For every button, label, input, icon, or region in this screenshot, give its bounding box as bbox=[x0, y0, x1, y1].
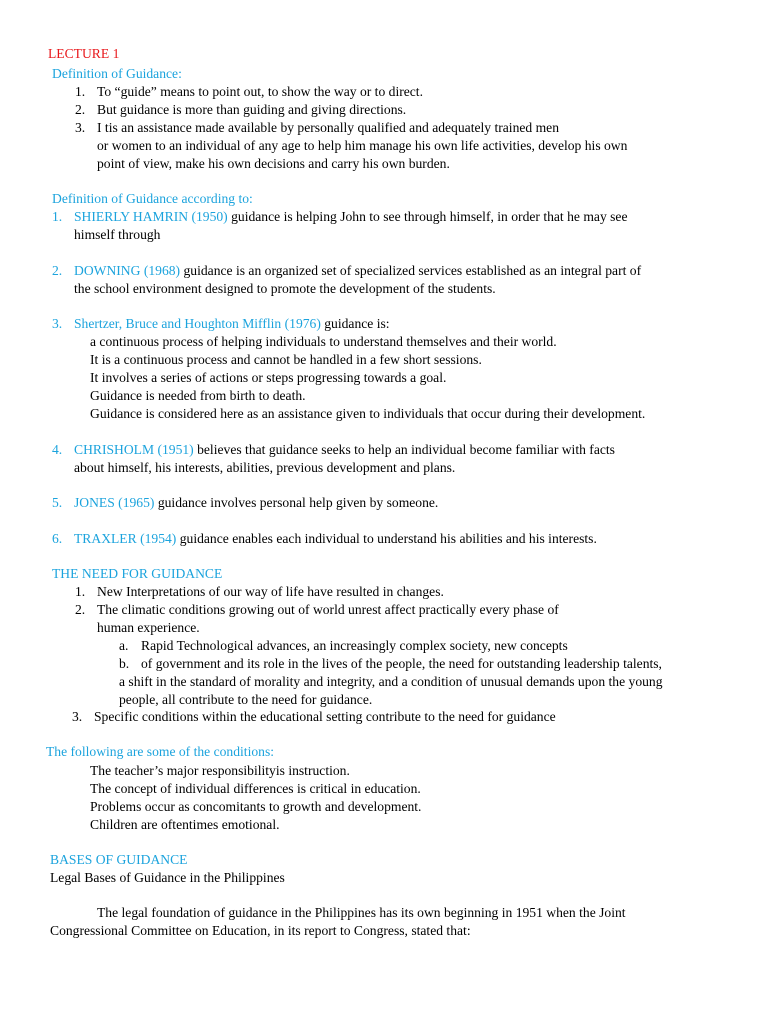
author-text: guidance involves personal help given by someone. bbox=[154, 495, 439, 510]
need-item-2-cont: human experience. bbox=[97, 620, 200, 635]
def-item-3 bbox=[75, 119, 559, 137]
definition-heading: Definition of Guidance: bbox=[52, 66, 182, 81]
conditions-heading: The following are some of the conditions: bbox=[46, 744, 275, 759]
condition-item: Children are oftentimes emotional. bbox=[90, 817, 280, 832]
def-item-2 bbox=[75, 101, 406, 119]
need-sub-b bbox=[119, 655, 662, 673]
author-item-2 bbox=[52, 262, 641, 280]
author-item-6 bbox=[52, 530, 597, 548]
list-text: The climatic conditions growing out of world unrest affect practically every phase of bbox=[97, 602, 559, 617]
list-text: New Interpretations of our way of life have resulted in changes. bbox=[97, 584, 444, 599]
author-name: JONES (1965) bbox=[74, 495, 155, 510]
author-item-4-cont: about himself, his interests, abilities, previous development and plans. bbox=[74, 460, 456, 475]
legal-heading: Legal Bases of Guidance in the Philippines bbox=[50, 870, 285, 885]
legal-paragraph-line-1: The legal foundation of guidance in the Philippines has its own beginning in 1951 when the Joint bbox=[97, 905, 626, 920]
list-letter: a. bbox=[119, 638, 129, 653]
lecture-title: LECTURE 1 bbox=[48, 46, 120, 61]
author-name: DOWNING (1968) bbox=[74, 263, 181, 278]
list-number: 1. bbox=[75, 584, 86, 599]
condition-item: The teacher’s major responsibilityis instruction. bbox=[90, 763, 350, 778]
author-text: guidance enables each individual to understand his abilities and his interests. bbox=[176, 531, 597, 546]
condition-item: The concept of individual differences is critical in education. bbox=[90, 781, 421, 796]
list-text: of government and its role in the lives of the people, the need for outstanding leadership talents, bbox=[141, 656, 662, 671]
need-item-3 bbox=[72, 708, 556, 726]
list-number: 2. bbox=[52, 263, 63, 278]
list-number: 1. bbox=[52, 209, 63, 224]
author-text: believes that guidance seeks to help an individual become familiar with facts bbox=[193, 442, 615, 457]
list-text: But guidance is more than guiding and giving directions. bbox=[97, 102, 407, 117]
list-text: To “guide” means to point out, to show the way or to direct. bbox=[97, 84, 423, 99]
need-heading: THE NEED FOR GUIDANCE bbox=[52, 566, 223, 581]
author-name: Shertzer, Bruce and Houghton Mifflin (1976) bbox=[74, 316, 321, 331]
author-item-1 bbox=[52, 208, 628, 226]
need-sub-b-cont: a shift in the standard of morality and integrity, and a condition of unusual demands upon the young bbox=[119, 674, 663, 689]
author-item-3-cont: Guidance is needed from birth to death. bbox=[90, 388, 306, 403]
author-item-2-cont: the school environment designed to promote the development of the students. bbox=[74, 281, 496, 296]
list-number: 5. bbox=[52, 495, 63, 510]
list-number: 2. bbox=[75, 602, 86, 617]
list-text: Specific conditions within the educational setting contribute to the need for guidance bbox=[94, 709, 556, 724]
def-item-3-cont: or women to an individual of any age to help him manage his own life activities, develop his own bbox=[97, 138, 628, 153]
list-number: 3. bbox=[75, 120, 86, 135]
author-item-3 bbox=[52, 315, 390, 333]
according-heading: Definition of Guidance according to: bbox=[52, 191, 253, 206]
author-name: CHRISHOLM (1951) bbox=[74, 442, 194, 457]
author-item-3-cont: It is a continuous process and cannot be handled in a few short sessions. bbox=[90, 352, 482, 367]
author-name: SHIERLY HAMRIN (1950) bbox=[74, 209, 228, 224]
list-number: 3. bbox=[52, 316, 63, 331]
author-item-4 bbox=[52, 441, 615, 459]
list-number: 2. bbox=[75, 102, 86, 117]
author-name: TRAXLER (1954) bbox=[74, 531, 177, 546]
legal-paragraph-line-2: Congressional Committee on Education, in its report to Congress, stated that: bbox=[50, 923, 471, 938]
list-text: Rapid Technological advances, an increasingly complex society, new concepts bbox=[141, 638, 568, 653]
author-item-1-cont: himself through bbox=[74, 227, 161, 242]
bases-heading: BASES OF GUIDANCE bbox=[50, 852, 188, 867]
list-text: I tis an assistance made available by personally qualified and adequately trained men bbox=[97, 120, 560, 135]
need-sub-b-cont: people, all contribute to the need for guidance. bbox=[119, 692, 373, 707]
list-letter: b. bbox=[119, 656, 130, 671]
list-number: 6. bbox=[52, 531, 63, 546]
list-number: 3. bbox=[72, 709, 83, 724]
list-number: 4. bbox=[52, 442, 63, 457]
def-item-1 bbox=[75, 83, 423, 101]
author-item-3-cont: It involves a series of actions or steps progressing towards a goal. bbox=[90, 370, 447, 385]
def-item-3-cont: point of view, make his own decisions and carry his own burden. bbox=[97, 156, 450, 171]
author-item-5 bbox=[52, 494, 438, 512]
author-text: guidance is an organized set of specialized services established as an integral part of bbox=[180, 263, 642, 278]
author-item-3-cont: a continuous process of helping individuals to understand themselves and their world. bbox=[90, 334, 557, 349]
condition-item: Problems occur as concomitants to growth and development. bbox=[90, 799, 422, 814]
author-item-3-cont: Guidance is considered here as an assistance given to individuals that occur during their development. bbox=[90, 406, 646, 421]
need-item-1 bbox=[75, 583, 444, 601]
list-number: 1. bbox=[75, 84, 86, 99]
author-text: guidance is helping John to see through himself, in order that he may see bbox=[227, 209, 628, 224]
need-sub-a bbox=[119, 637, 568, 655]
need-item-2 bbox=[75, 601, 559, 619]
author-text: guidance is: bbox=[320, 316, 390, 331]
